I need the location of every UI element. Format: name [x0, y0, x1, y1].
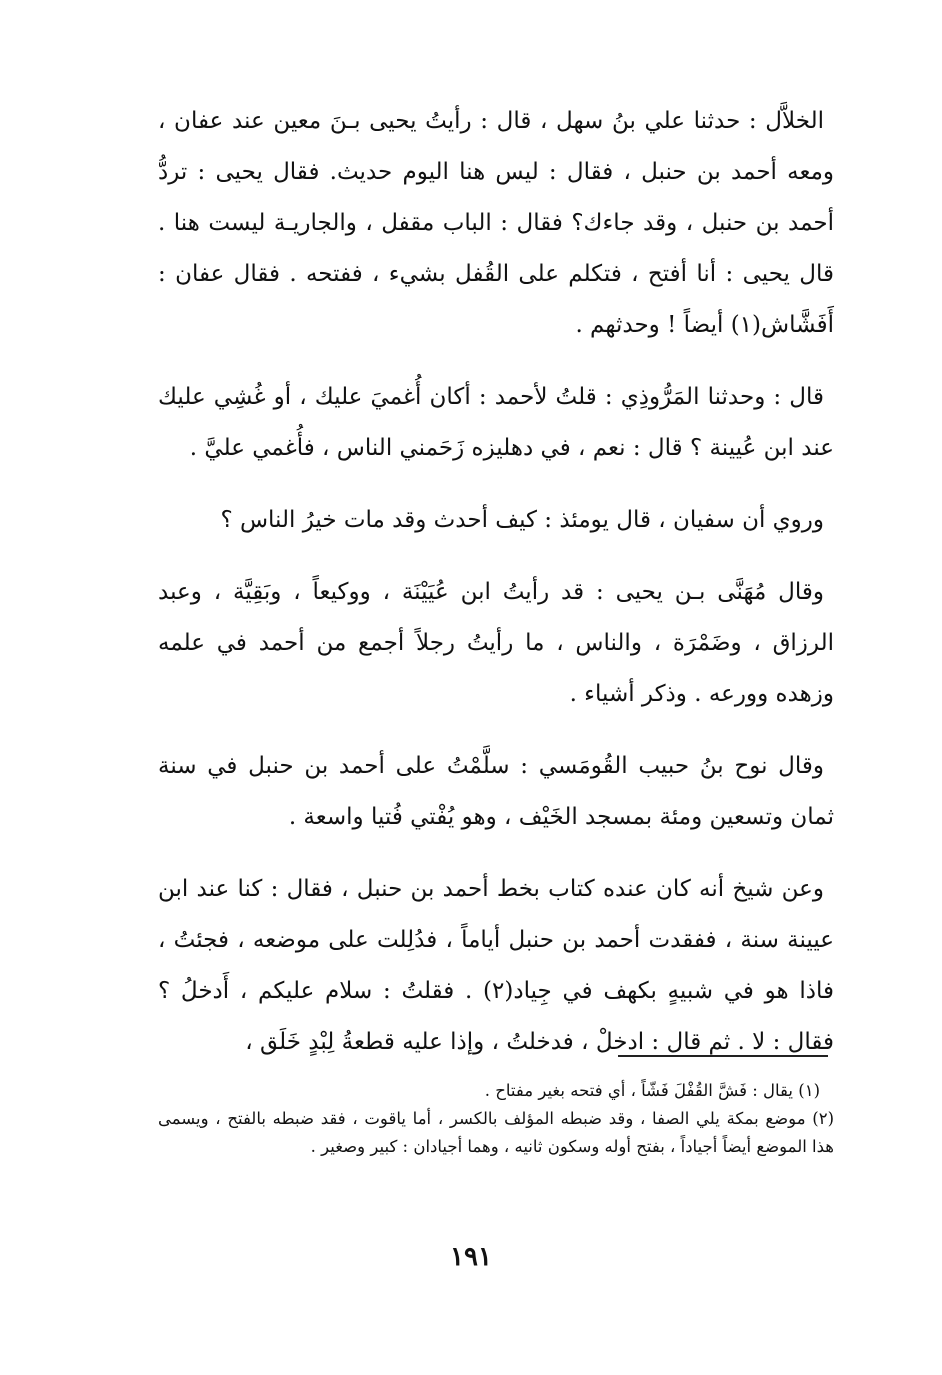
footnote-1: (١) يقال : فَشَّ القُفْلَ فَشّاً ، أي فتحه بغير مفتاح . [484, 1081, 820, 1100]
footnote-divider [618, 1055, 828, 1057]
paragraph-nuh: وقال نوح بنُ حبيب القُومَسي : سلَّمْتُ على أحمد بن حنبل في سنة ثمان وتسعين ومئة بمسجد الخَيْف ، وهو يُفْتي فُتيا واسعة . [158, 753, 834, 830]
footnotes [158, 1077, 834, 1161]
page-number: ١٩١ [450, 1242, 492, 1272]
paragraph-muhanna: وقال مُهَنَّى بـن يحيى : قد رأيتُ ابن عُيَيْنَة ، ووكيعاً ، وبَقِيَّة ، وعبد الرزاق ، وضَمْرَة ، والناس ، ما رأيتُ رجلاً أجمع من أحمد في علمه وزهده وورعه . وذكر أشياء . [158, 579, 834, 707]
paragraph-khallal: الخلاَّل : حدثنا علي بنُ سهل ، قال : رأيتُ يحيى بـنَ معين عند عفان ، ومعه أحمد بن حنبل ، فقال : ليس هنا اليوم حديث. فقال يحيى : تردُّ أحمد بن حنبل ، وقد جاءك؟ فقال : الباب مقفل ، والجاريـة ليست هنا . قال يحيى : أنا أفتح ، فتكلم على القُفل بشيء ، ففتحه . فقال عفان : أَفَشَّاش(١) أيضاً ! وحدثهم . [158, 108, 834, 338]
paragraph-marrudhi: قال : وحدثنا المَرُّوذِي : قلتُ لأحمد : أكان أُغميَ عليك ، أو غُشِي عليك عند ابن عُيينة ؟ قال : نعم ، في دهليزه زَحَمني الناس ، فأُغمي عليَّ . [158, 384, 834, 461]
main-text [158, 96, 834, 1089]
paragraph-shaykh: وعن شيخ أنه كان عنده كتاب بخط أحمد بن حنبل ، فقال : كنا عند ابن عيينة سنة ، ففقدت أحمد بن حنبل أياماً ، فدُلِلت على موضعه ، فجئتُ ، فاذا هو في شبيهٍ بكهف في جِياد(٢) . فقلتُ : سلام عليكم ، أَدخلُ ؟ فقال : لا . ثم قال : ادخلْ ، فدخلتُ ، وإذا عليه قطعةُ لِبْدٍ خَلَق ، [158, 876, 834, 1055]
footnote-2: (٢) موضع بمكة يلي الصفا ، وقد ضبطه المؤلف بالكسر ، أما ياقوت ، فقد ضبطه بالفتح ، ويسمى هذا الموضع أيضاً أجياداً ، بفتح أوله وسكون ثانيه ، وهما أجيادان : كبير وصغير . [158, 1109, 834, 1156]
paragraph-sufyan: وروي أن سفيان ، قال يومئذ : كيف أحدث وقد مات خيرُ الناس ؟ [220, 507, 824, 533]
